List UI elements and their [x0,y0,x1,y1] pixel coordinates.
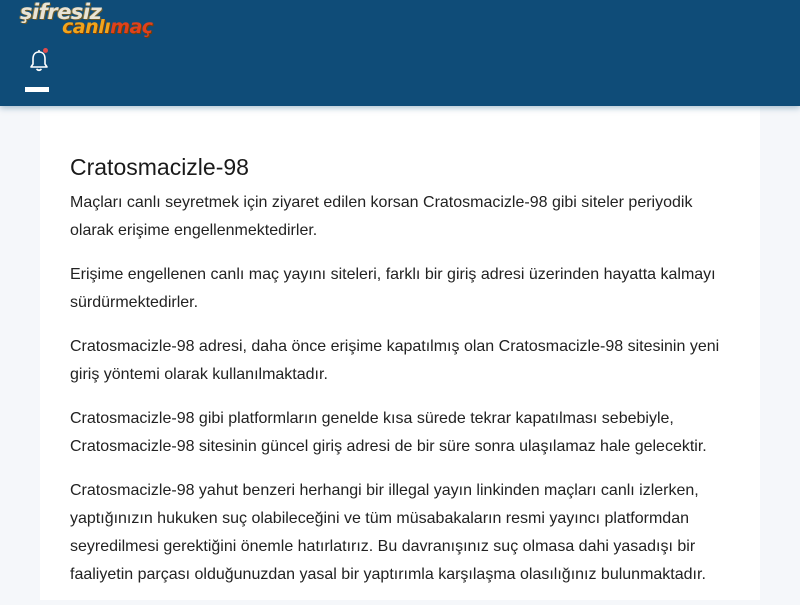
article-paragraph: Cratosmacizle-98 yahut benzeri herhangi bir illegal yayın linkinden maçları canlı izlerken, yaptığınızın hukuken suç olabileceğini ve tüm müsabakaların resmi yayıncı platformdan seyredilmesi gerektiğini önemle hatırlatırız. Bu davranışınız suç olmasa dahi yasadışı bir faaliyetin parçası olduğunuzdan yasal bir yaptırımla karşılaşma olasılığınız bulunmaktadır. [70,482,706,583]
article-paragraph: Cratosmacizle-98 adresi, daha önce erişime kapatılmış olan Cratosmacizle-98 sitesinin yeni giriş yöntemi olarak kullanılmaktadır. [70,338,720,383]
article [70,153,730,605]
article-paragraph: Maçları canlı seyretmek için ziyaret edilen korsan Cratosmacizle-98 gibi siteler periyodik olarak erişime engellenmektedirler. [70,194,693,239]
hamburger-menu-icon[interactable] [25,87,49,92]
site-header [0,0,800,106]
logo-line2 [62,16,153,38]
logo-line2-main: canlı [62,16,111,38]
logo-line2-accent: maç [110,16,153,38]
logo-line1: şifresiz [20,0,102,24]
article-paragraph: Cratosmacizle-98 gibi platformların genelde kısa sürede tekrar kapatılması sebebiyle, Cratosmacizle-98 sitesinin güncel giriş adresi de bir süre sonra ulaşılamaz hale gelecektir. [70,410,707,455]
article-paragraph: Erişime engellenen canlı maç yayını siteleri, farklı bir giriş adresi üzerinden hayatta kalmayı sürdürmektedirler. [70,266,716,311]
notification-badge [43,48,48,53]
site-logo[interactable] [20,2,165,40]
page-title: Cratosmacizle-98 [70,154,249,180]
